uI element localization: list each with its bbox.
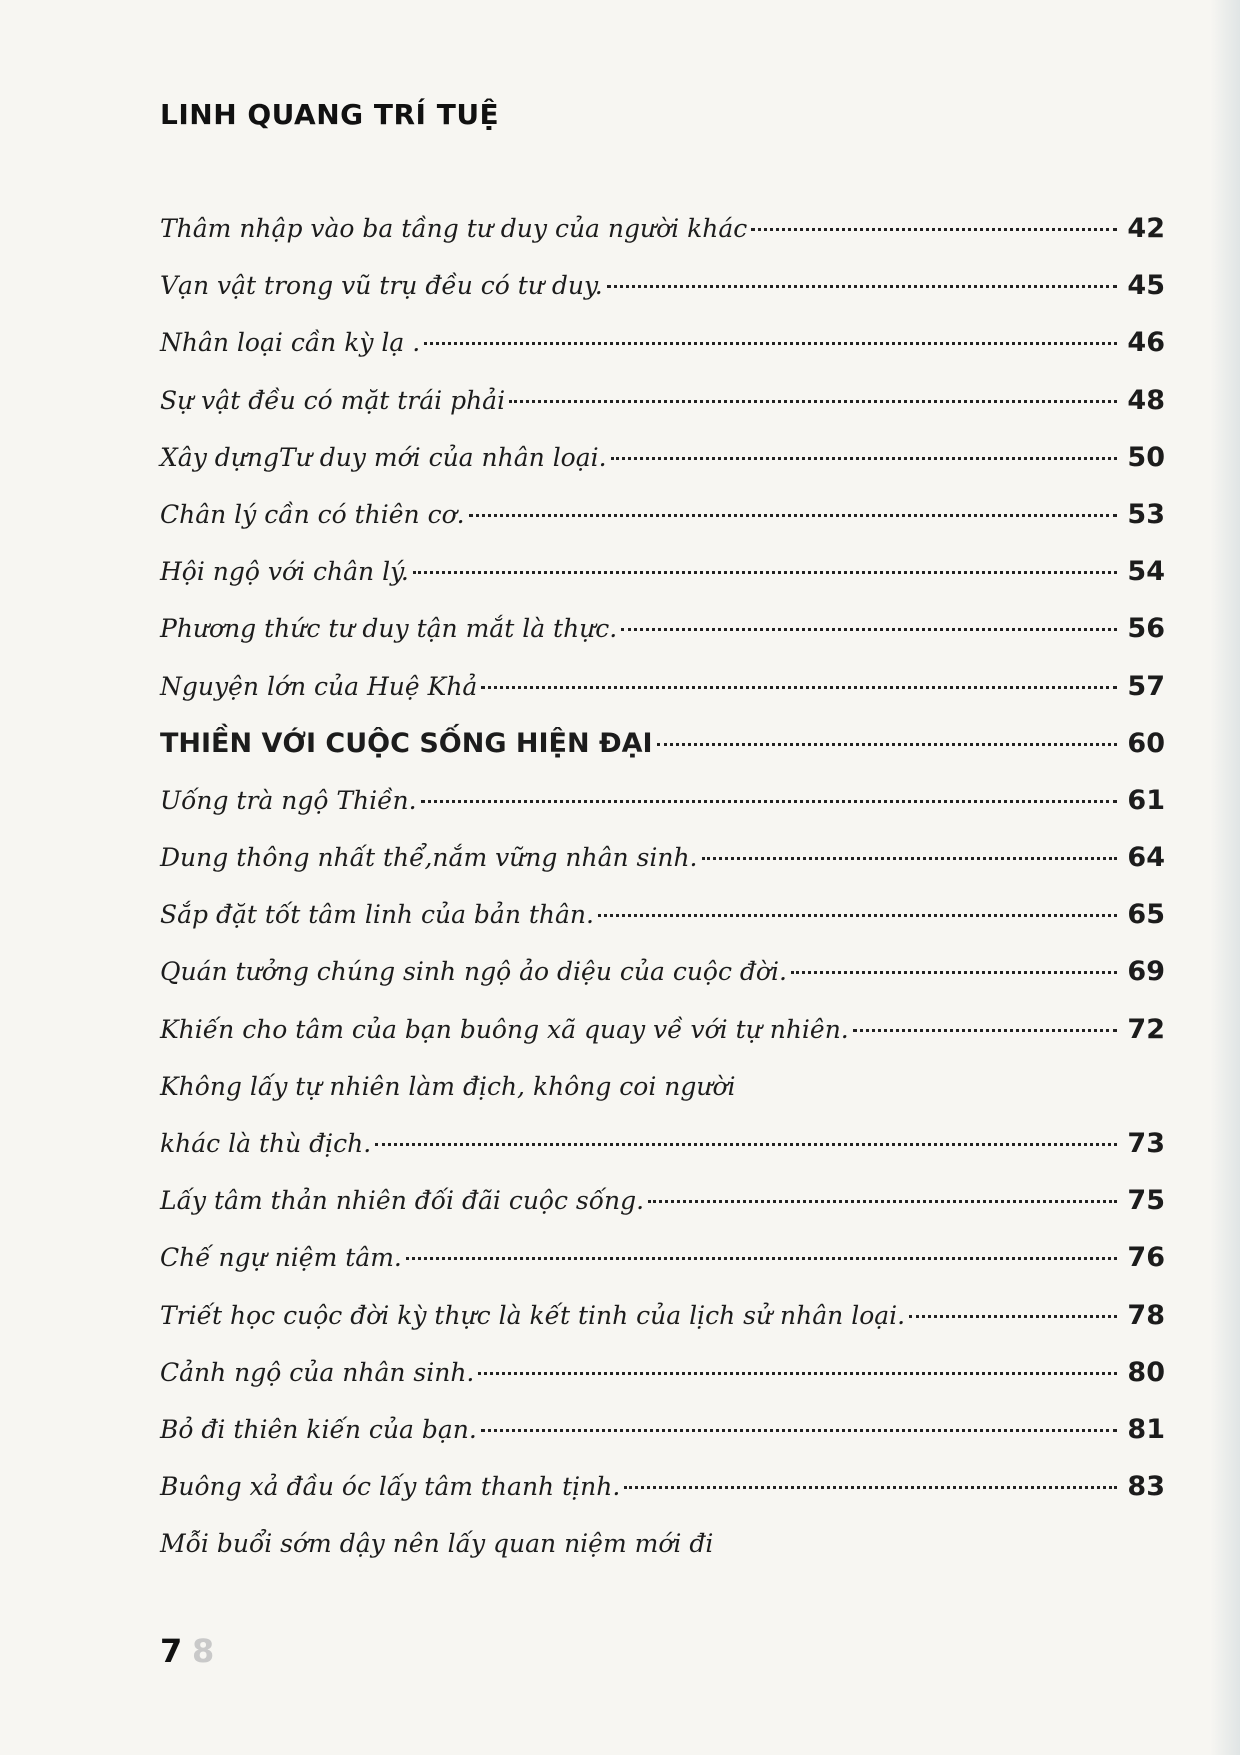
toc-entry [160, 1001, 1165, 1058]
toc-entry [160, 600, 1165, 657]
toc-entry-title: Sự vật đều có mặt trái phải [160, 385, 506, 415]
page-number: 7 [160, 1632, 183, 1670]
toc-entry-page: 69 [1127, 956, 1165, 988]
toc-entry-title: Phương thức tư duy tận mắt là thực. [160, 614, 618, 644]
toc-entry [160, 1515, 1165, 1572]
toc-entry-title: Buông xả đầu óc lấy tâm thanh tịnh. [160, 1472, 621, 1502]
toc-entry-title: Vạn vật trong vũ trụ đều có tư duy. [160, 271, 603, 301]
dot-leader [853, 1029, 1117, 1032]
toc-entry [160, 829, 1165, 886]
toc-entry-page: 46 [1127, 327, 1165, 359]
toc-entry [160, 1458, 1165, 1515]
section-title: LINH QUANG TRÍ TUỆ [160, 98, 500, 131]
toc-entry [160, 1287, 1165, 1344]
toc-entry-title: Nhân loại cần kỳ lạ . [160, 328, 421, 358]
dot-leader [421, 800, 1117, 803]
toc-entry-page: 64 [1127, 842, 1165, 874]
toc-entry-page: 80 [1127, 1356, 1165, 1388]
toc-entry [160, 658, 1165, 715]
toc-entry-page: 60 [1127, 727, 1165, 759]
toc-entry [160, 943, 1165, 1000]
toc-entry-title: Mỗi buổi sớm dậy nên lấy quan niệm mới đi [160, 1529, 714, 1559]
page-edge-shadow [1210, 0, 1240, 1755]
toc-entry [160, 886, 1165, 943]
toc-entry-page: 53 [1127, 498, 1165, 530]
toc-entry-page: 57 [1127, 670, 1165, 702]
toc-entry-title: Dung thông nhất thể,nắm vững nhân sinh. [160, 843, 698, 873]
dot-leader [624, 1486, 1117, 1489]
dot-leader [751, 228, 1117, 231]
dot-leader [478, 1372, 1117, 1375]
toc-entry-page: 75 [1127, 1185, 1165, 1217]
toc-entry [160, 1058, 1165, 1115]
dot-leader [791, 971, 1117, 974]
toc-heading [160, 715, 1165, 772]
toc-entry-page: 42 [1127, 213, 1165, 244]
toc-entry-title: Quán tưởng chúng sinh ngộ ảo diệu của cuộc đời. [160, 957, 787, 987]
dot-leader [611, 457, 1117, 460]
dot-leader [607, 285, 1117, 288]
toc-entry-title: Uống trà ngộ Thiền. [160, 785, 417, 815]
toc-entry-title: Sắp đặt tốt tâm linh của bản thân. [160, 900, 594, 930]
toc-entry-page: 78 [1127, 1299, 1165, 1331]
toc-entry-title: Hội ngộ với chân lý. [160, 557, 409, 587]
toc-entry-title: Xây dựngTư duy mới của nhân loại. [160, 442, 607, 472]
toc-entry-page: 54 [1127, 556, 1165, 588]
toc-entry-title: Thâm nhập vào ba tầng tư duy của người khác [160, 214, 748, 243]
toc-entry-title: Chân lý cần có thiên cơ. [160, 499, 465, 529]
dot-leader [598, 914, 1117, 917]
toc-entry-page: 50 [1127, 441, 1165, 473]
dot-leader [413, 571, 1117, 574]
toc-entry-title: THIỀN VỚI CUỘC SỐNG HIỆN ĐẠI [160, 727, 653, 759]
toc-entry-page: 65 [1127, 899, 1165, 931]
toc-entry [160, 1401, 1165, 1458]
toc-entry-page: 61 [1127, 784, 1165, 816]
toc-entry-page: 56 [1127, 613, 1165, 645]
toc-entry-title: Nguyện lớn của Huệ Khả [160, 671, 478, 701]
toc-entry-title: Bỏ đi thiên kiến của bạn. [160, 1414, 477, 1444]
dot-leader [702, 857, 1118, 860]
dot-leader [657, 743, 1117, 746]
dot-leader [648, 1200, 1117, 1203]
toc-entry [160, 429, 1165, 486]
dot-leader [909, 1315, 1117, 1318]
toc-entry [160, 772, 1165, 829]
toc-entry [160, 1172, 1165, 1229]
toc-entry [160, 1115, 1165, 1172]
toc-entry-page: 73 [1127, 1128, 1165, 1159]
toc-entry [160, 200, 1165, 257]
toc-entry-page: 83 [1127, 1471, 1165, 1503]
toc-entry [160, 1344, 1165, 1401]
toc-entry-page: 48 [1127, 384, 1165, 416]
toc-entry [160, 257, 1165, 314]
dot-leader [406, 1257, 1117, 1260]
toc-entry-title: Triết học cuộc đời kỳ thực là kết tinh của lịch sử nhân loại. [160, 1300, 906, 1330]
dot-leader [469, 514, 1117, 517]
table-of-contents [160, 200, 1165, 1573]
dot-leader [481, 686, 1117, 689]
toc-entry [160, 543, 1165, 600]
toc-entry-title: Không lấy tự nhiên làm địch, không coi người [160, 1071, 736, 1101]
dot-leader [621, 628, 1117, 631]
toc-entry-page: 45 [1127, 270, 1165, 302]
toc-entry-title: khác là thù địch. [160, 1129, 372, 1158]
toc-entry-title: Lấy tâm thản nhiên đối đãi cuộc sống. [160, 1186, 645, 1216]
toc-entry-title: Chế ngự niệm tâm. [160, 1243, 402, 1273]
bleed-through-page-number: 8 [192, 1632, 215, 1670]
toc-entry [160, 486, 1165, 543]
toc-entry [160, 372, 1165, 429]
toc-entry-page: 72 [1127, 1013, 1165, 1045]
toc-entry [160, 314, 1165, 371]
toc-entry-title: Khiến cho tâm của bạn buông xã quay về với tự nhiên. [160, 1014, 849, 1044]
dot-leader [375, 1143, 1117, 1146]
toc-entry-title: Cảnh ngộ của nhân sinh. [160, 1357, 475, 1387]
dot-leader [481, 1429, 1117, 1432]
dot-leader [424, 342, 1117, 345]
toc-entry [160, 1229, 1165, 1286]
toc-entry-page: 76 [1127, 1242, 1165, 1274]
toc-entry-page: 81 [1127, 1413, 1165, 1445]
dot-leader [509, 400, 1117, 403]
